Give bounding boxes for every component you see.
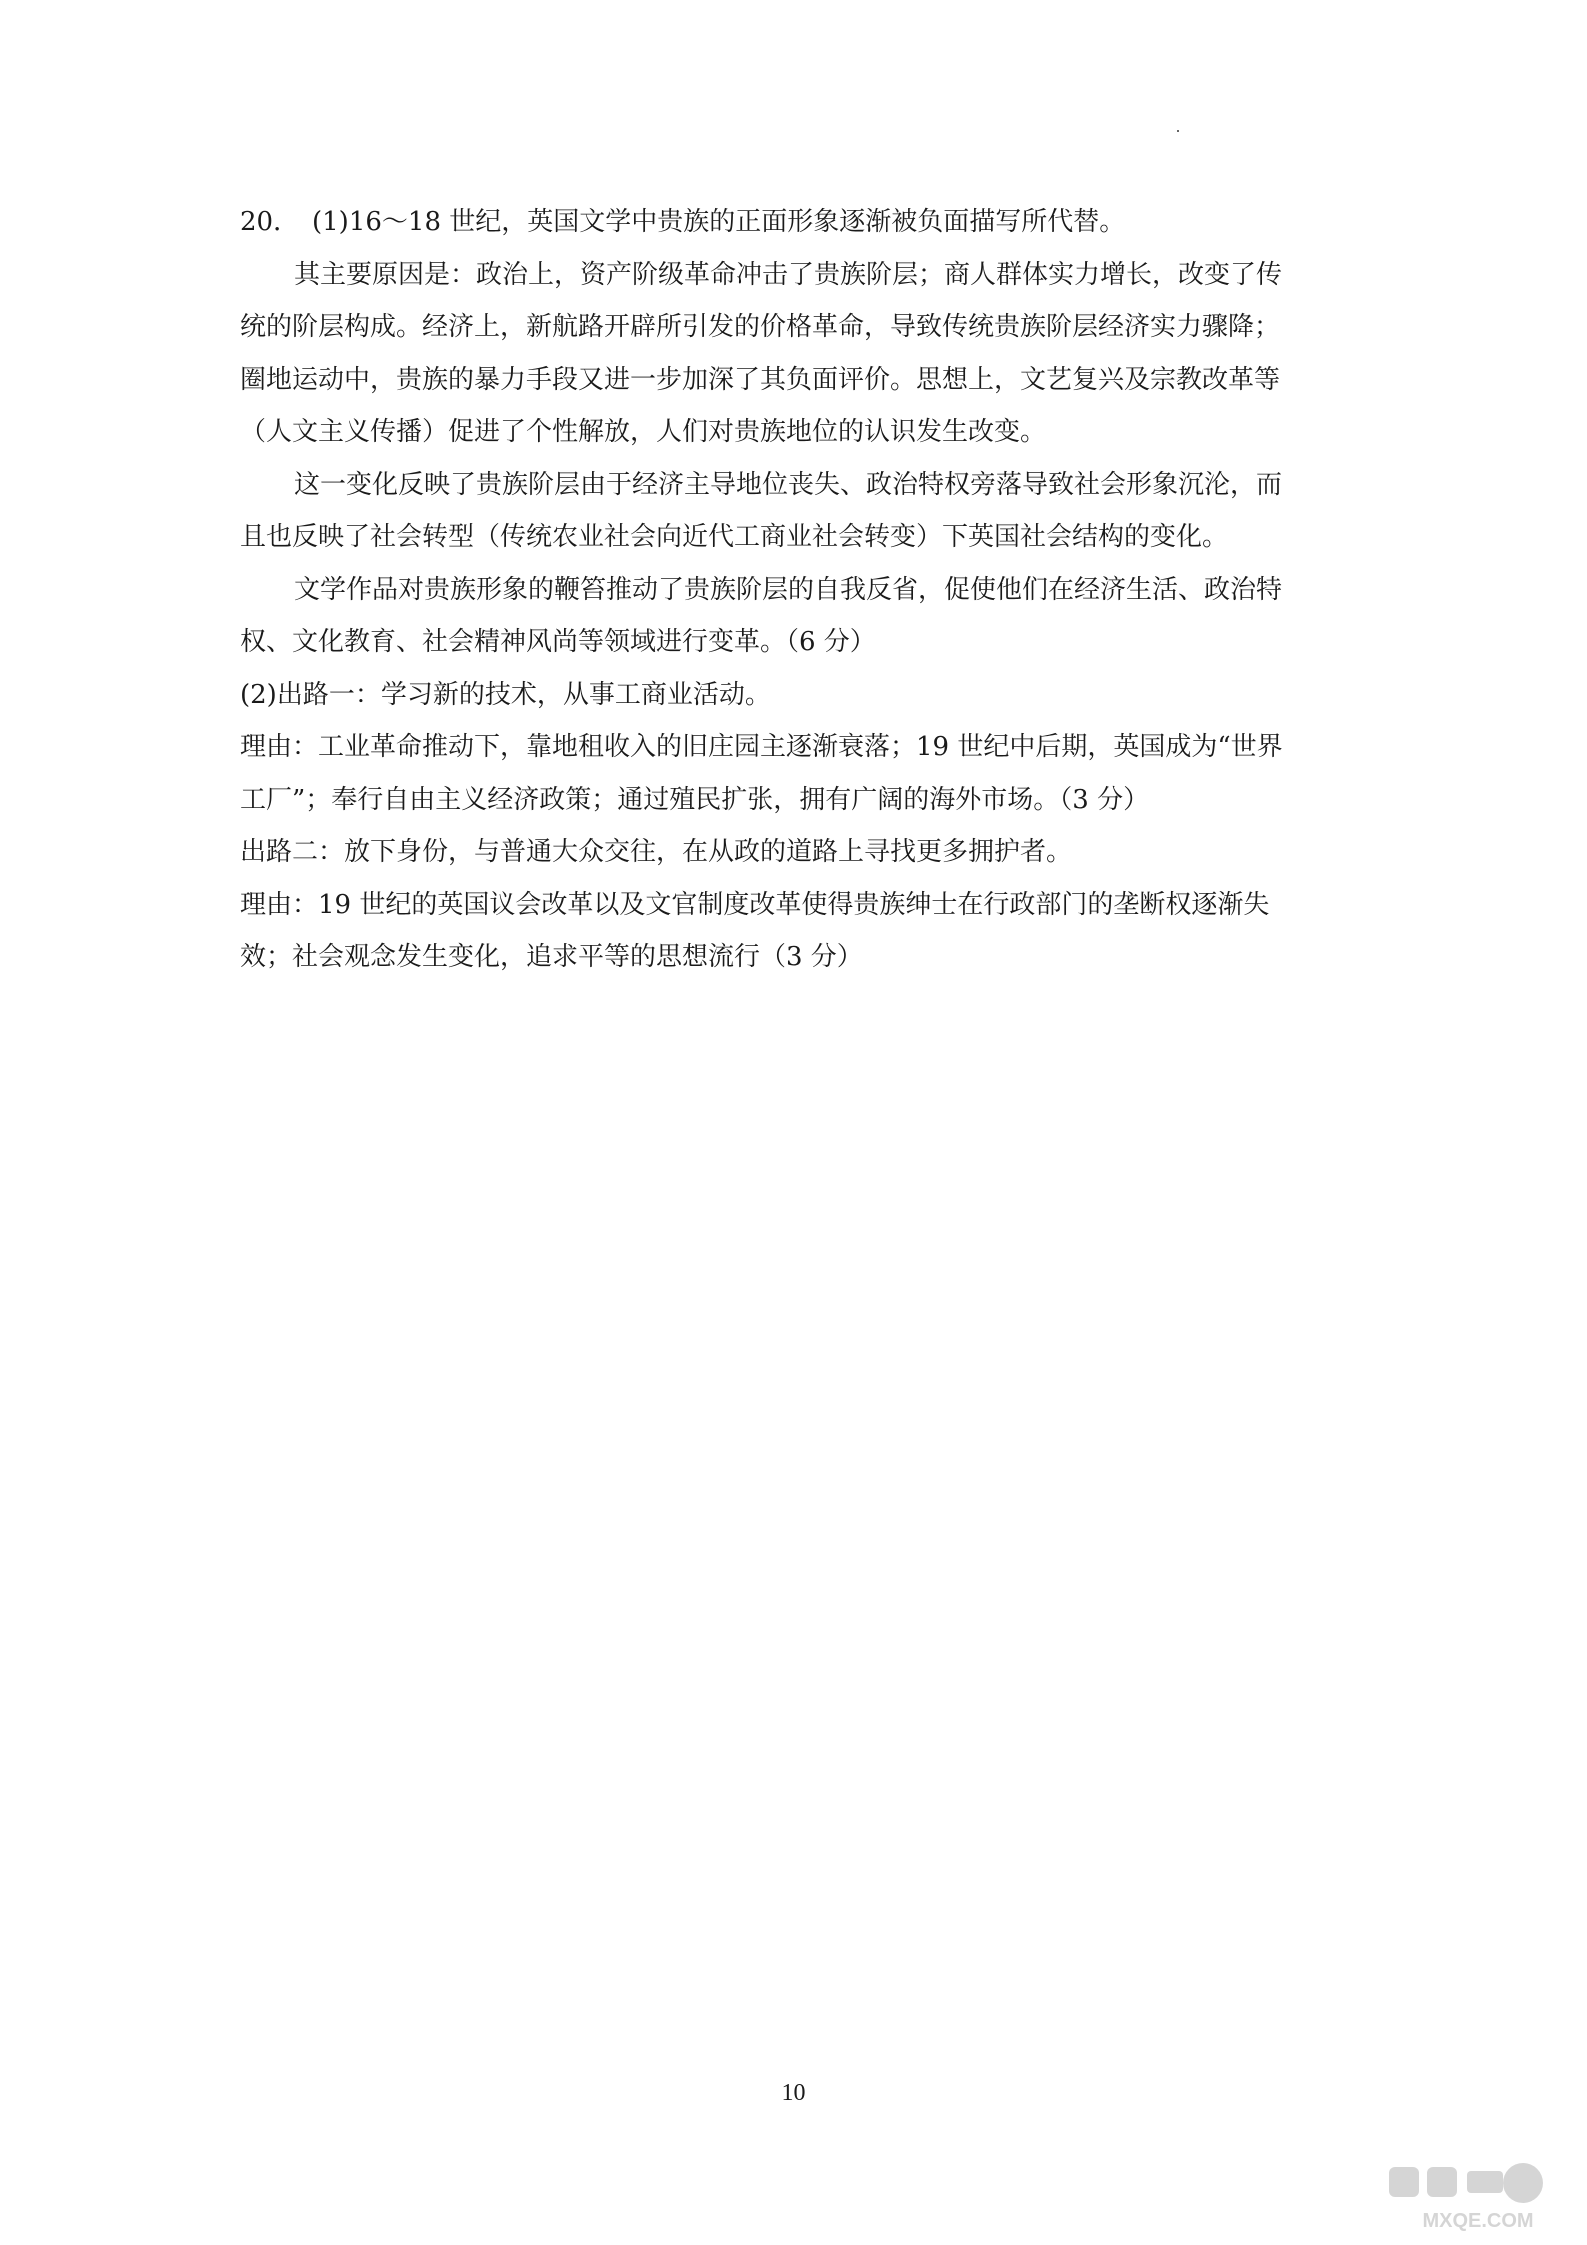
watermark-logo (1383, 2161, 1573, 2235)
answer-line-3: 统的阶层构成。经济上，新航路开辟所引发的价格革命，导致传统贵族阶层经济实力骤降； (240, 312, 1281, 342)
answer-line-8: 文学作品对贵族形象的鞭笞推动了贵族阶层的自我反省，促使他们在经济生活、政治特 (294, 574, 1283, 605)
answer-line-9: 权、文化教育、社会精神风尚等领域进行变革。（6 分） (240, 627, 876, 657)
answer-line-2: 其主要原因是：政治上，资产阶级革命冲击了贵族阶层；商人群体实力增长，改变了传 (294, 259, 1283, 290)
answer-line-6: 这一变化反映了贵族阶层由于经济主导地位丧失、政治特权旁落导致社会形象沉沦，而 (294, 469, 1283, 500)
page-number: 10 (781, 2080, 806, 2106)
answer-line-4: 圈地运动中，贵族的暴力手段又进一步加深了其负面评价。思想上，文艺复兴及宗教改革等 (240, 364, 1281, 395)
question-number: 20． (240, 207, 300, 237)
answer-line-1: 20． (1)16～18 世纪，英国文学中贵族的正面形象逐渐被负面描写所代替。 (240, 196, 1352, 249)
watermark-site: MXQE.COM (1422, 2210, 1534, 2232)
answer-line-7: 且也反映了社会转型（传统农业社会向近代工商业社会转变）下英国社会结构的变化。 (240, 522, 1229, 552)
answer-content (240, 196, 1352, 984)
answer-line-14: 理由：19 世纪的英国议会改革以及文官制度改革使得贵族绅士在行政部门的垄断权逐渐失 (240, 889, 1270, 920)
answer-line-12: 工厂”；奉行自由主义经济政策；通过殖民扩张，拥有广阔的海外市场。（3 分） (240, 784, 1150, 815)
scan-speck (1177, 130, 1179, 132)
answer-line-11: 理由：工业革命推动下，靠地租收入的旧庄园主逐渐衰落；19 世纪中后期，英国成为“世界 (240, 732, 1283, 762)
answer-line-5: （人文主义传播）促进了个性解放，人们对贵族地位的认识发生改变。 (240, 417, 1047, 447)
answer-line-10: (2)出路一：学习新的技术，从事工商业活动。 (240, 679, 771, 710)
answer-line-15: 效；社会观念发生变化，追求平等的思想流行（3 分） (240, 942, 863, 972)
answer-line-13: 出路二：放下身份，与普通大众交往，在从政的道路上寻找更多拥护者。 (240, 837, 1073, 867)
